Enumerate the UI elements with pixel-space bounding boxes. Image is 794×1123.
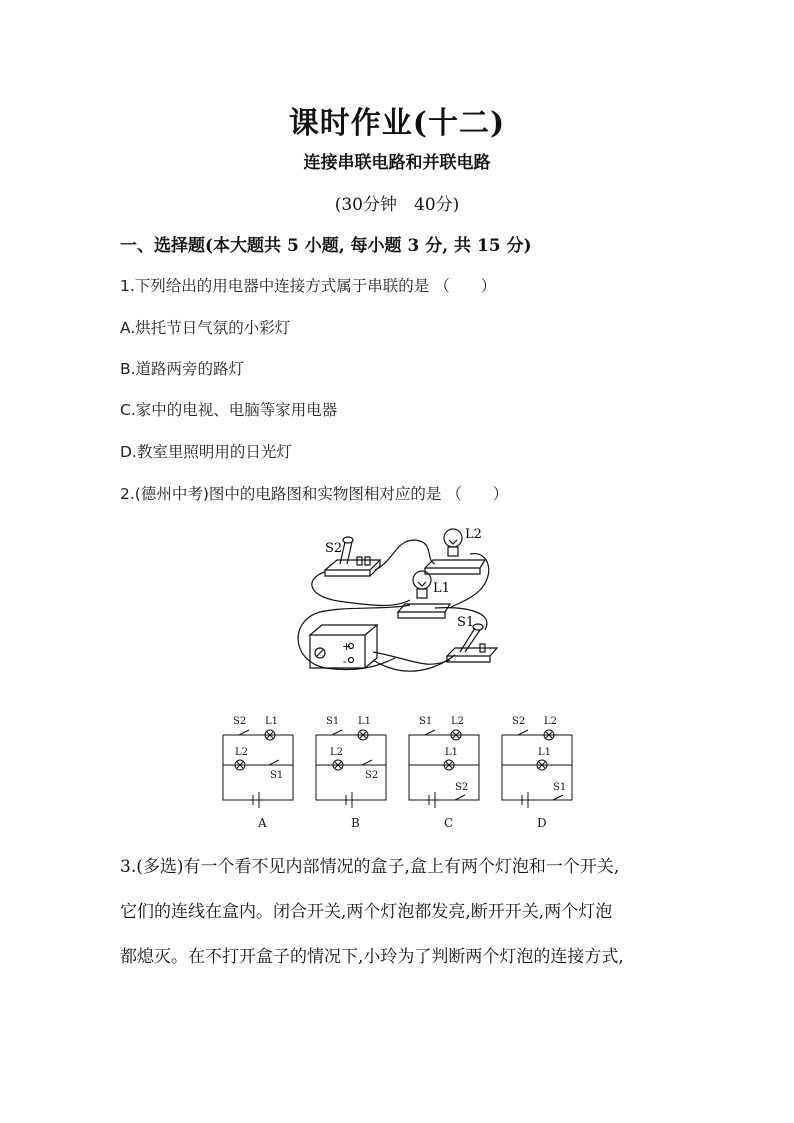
diagram-d-s2: S2 (512, 716, 526, 727)
l1-label: L1 (433, 581, 450, 596)
diagram-b-l2: L2 (330, 747, 344, 758)
diagram-c-s2: S2 (455, 782, 469, 793)
s1-label: S1 (457, 615, 475, 630)
question-2-stem: 2.(德州中考)图中的电路图和实物图相对应的是 （ ） (120, 485, 509, 503)
circuit-diagrams-figure (215, 710, 585, 835)
diagram-d-s1: S1 (553, 782, 567, 793)
battery-minus-label: - (343, 655, 347, 668)
diagram-d-l2: L2 (544, 716, 558, 727)
diagram-c-l1: L1 (445, 747, 459, 758)
diagram-a-l2: L2 (235, 747, 249, 758)
question-3-line-2: 它们的连线在盒内。闭合开关,两个灯泡都发亮,断开开关,两个灯泡 (120, 902, 613, 922)
diagram-c-l2: L2 (451, 716, 465, 727)
question-1-option-a: A.烘托节日气氛的小彩灯 (120, 319, 291, 337)
diagram-d-l1: L1 (538, 747, 552, 758)
diagram-d-label: D (537, 816, 547, 830)
diagram-a-s2: S2 (233, 716, 247, 727)
question-1-option-b: B.道路两旁的路灯 (120, 360, 245, 378)
diagram-a-label: A (258, 816, 267, 830)
page-title: 课时作业(十二) (288, 106, 506, 141)
question-1-option-c: C.家中的电视、电脑等家用电器 (120, 401, 338, 419)
diagram-a-l1: L1 (265, 716, 279, 727)
page-subtitle: 连接串联电路和并联电路 (303, 153, 491, 173)
question-1-option-d: D.教室里照明用的日光灯 (120, 443, 292, 461)
diagram-c-label: C (444, 816, 454, 830)
diagram-a-s1: S1 (270, 770, 284, 781)
physical-circuit-figure (285, 520, 525, 690)
diagram-b-l1: L1 (358, 716, 372, 727)
question-3-line-3: 都熄灭。在不打开盒子的情况下,小玲为了判断两个灯泡的连接方式, (120, 947, 624, 967)
s2-label: S2 (325, 541, 343, 556)
question-1-stem: 1.下列给出的用电器中连接方式属于串联的是 （ ） (120, 277, 497, 295)
section-heading: 一、选择题(本大题共 5 小题, 每小题 3 分, 共 15 分) (120, 236, 532, 256)
l2-label: L2 (465, 527, 482, 542)
time-and-score: (30分钟 40分) (334, 195, 460, 215)
diagram-c-s1: S1 (419, 716, 433, 727)
question-3-line-1: 3.(多选)有一个看不见内部情况的盒子,盒上有两个灯泡和一个开关, (120, 857, 620, 877)
diagram-b-s1: S1 (326, 716, 340, 727)
battery-plus-label: + (342, 640, 352, 653)
diagram-b-label: B (351, 816, 360, 830)
diagram-b-s2: S2 (365, 770, 379, 781)
